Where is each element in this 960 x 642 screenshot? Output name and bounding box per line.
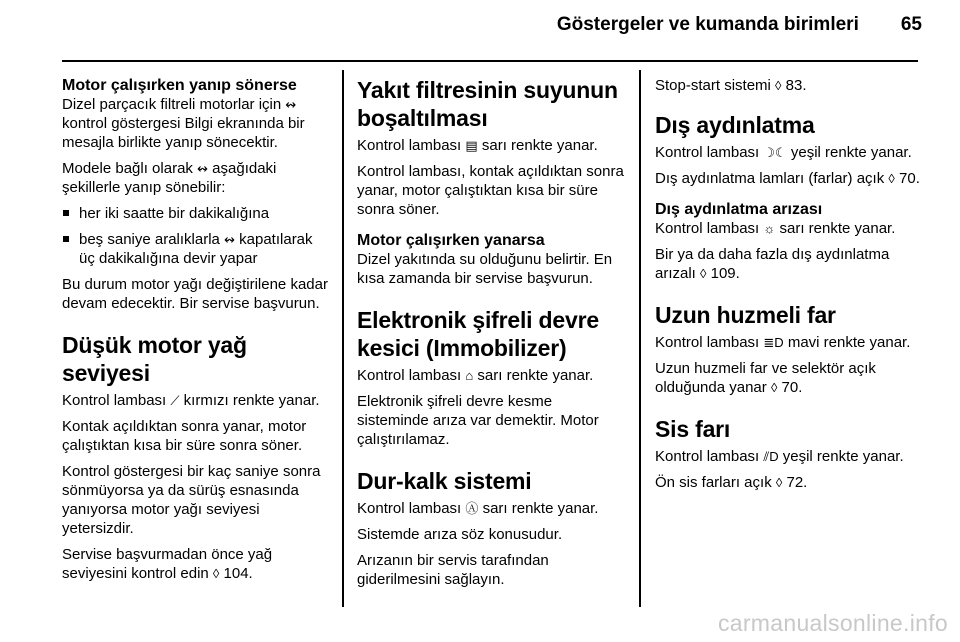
immobilizer-icon: ⌂ [465,368,474,383]
paragraph: Kontrol lambası ⟋ kırmızı renkte yanar. [62,392,320,409]
paragraph: Kontrol göstergesi bir kaç saniye sonra sönmüyorsa ya da sürüş esnasında yanıyorsa motor yağı seviyesi yetersizdir. [62,463,321,537]
paragraph: Servise başvurmadan önce yağ seviyesini kontrol edin ◊ 104. [62,546,273,582]
paragraph: Dış aydınlatma lamları (farlar) açık ◊ 70. [655,170,920,187]
exterior-light-icon: ☽☾ [763,145,787,160]
page-number: 65 [900,14,922,35]
high-beam-icon: ≣D [763,335,784,350]
fuel-filter-icon: ▤ [465,138,478,153]
column-2 [357,76,627,596]
heading-immobilizer: Elektronik şifreli devre kesici (Immobilizer) [357,307,599,361]
heading-oil: Düşük motor yağ seviyesi [62,332,247,386]
heading-fuel-filter: Yakıt filtresinin suyunun boşaltılması [357,77,618,131]
header-title: Göstergeler ve kumanda birimleri [556,14,859,35]
particle-filter-icon: ↭ [285,97,297,112]
heading-lighting-fault: Dış aydınlatma arızası [655,201,823,218]
paragraph: Kontrol lambası ☼ sarı renkte yanar. [655,220,896,237]
heading-exterior-lighting: Dış aydınlatma [655,112,815,138]
watermark: carmanualsonline.info [717,610,948,636]
heading-stop-start: Dur-kalk sistemi [357,468,532,494]
stop-start-icon: Ⓐ [465,501,479,516]
column-divider-2 [639,70,641,607]
paragraph: Bir ya da daha fazla dış aydınlatma arızalı ◊ 109. [655,246,890,282]
paragraph: Ön sis farları açık ◊ 72. [655,474,808,491]
paragraph: Kontrol lambası ▤ sarı renkte yanar. [357,137,598,154]
paragraph: Dizel yakıtında su olduğunu belirtir. En kısa zamanda bir servise başvurun. [357,251,613,287]
bullet-item: beş saniye aralıklarla ↭ kapatılarak üç dakikalığına devir yapar [62,230,330,268]
heading-flash: Motor çalışırken yanıp sönerse [62,77,297,94]
paragraph: Dizel parçacık filtreli motorlar için ↭ kontrol göstergesi Bilgi ekranında bir mesajla birlikte yanıp sönecektir. [62,96,305,151]
column-3 [655,76,923,499]
page-ref-icon: ◊ [888,171,895,186]
column-divider-1 [342,70,344,607]
bullet-item: her iki saatte bir dakikalığına [62,204,330,223]
column-1 [62,76,330,590]
oil-level-icon: ⟋ [170,393,180,408]
paragraph: Elektronik şifreli devre kesme sisteminde arıza var demektir. Motor çalıştırılamaz. [357,393,599,448]
page-ref-icon: ◊ [775,475,783,490]
paragraph: Kontrol lambası ☽☾ yeşil renkte yanar. [655,144,912,161]
paragraph: Kontrol lambası ⌂ sarı renkte yanar. [357,367,594,384]
page-ref-icon: ◊ [775,78,782,93]
paragraph: Uzun huzmeli far ve selektör açık olduğunda yanar ◊ 70. [655,360,876,396]
paragraph: Kontrol lambası ≣D mavi renkte yanar. [655,334,911,351]
paragraph: Stop-start sistemi ◊ 83. [655,77,807,94]
fog-light-icon: ⫽D [763,449,779,464]
paragraph: Bu durum motor yağı değiştirilene kadar devam edecektir. Bir servise başvurun. [62,276,328,312]
paragraph: Kontak açıldıktan sonra yanar, motor çalıştıktan kısa bir süre sonra söner. [62,418,307,454]
page-ref-icon: ◊ [212,566,220,581]
page-ref-icon: ◊ [700,266,707,281]
paragraph: Modele bağlı olarak ↭ aşağıdaki şekillerle yanıp sönebilir: [62,160,277,196]
paragraph: Sistemde arıza söz konusudur. [357,526,563,543]
heading-high-beam: Uzun huzmeli far [655,302,836,328]
page-header [557,14,922,36]
page-ref-icon: ◊ [770,380,778,395]
bulb-fault-icon: ☼ [763,221,776,236]
particle-filter-icon: ↭ [197,161,208,176]
paragraph: Kontrol lambası, kontak açıldıktan sonra yanar, motor çalıştıktan kısa bir süre sonra söner. [357,163,624,218]
particle-filter-icon: ↭ [224,232,235,247]
paragraph: Kontrol lambası ⫽D yeşil renkte yanar. [655,448,904,465]
header-rule [62,60,918,62]
heading-fog-light: Sis farı [655,416,731,442]
paragraph: Kontrol lambası Ⓐ sarı renkte yanar. [357,500,599,517]
heading-running: Motor çalışırken yanarsa [357,232,545,249]
paragraph: Arızanın bir servis tarafından giderilmesini sağlayın. [357,552,549,588]
